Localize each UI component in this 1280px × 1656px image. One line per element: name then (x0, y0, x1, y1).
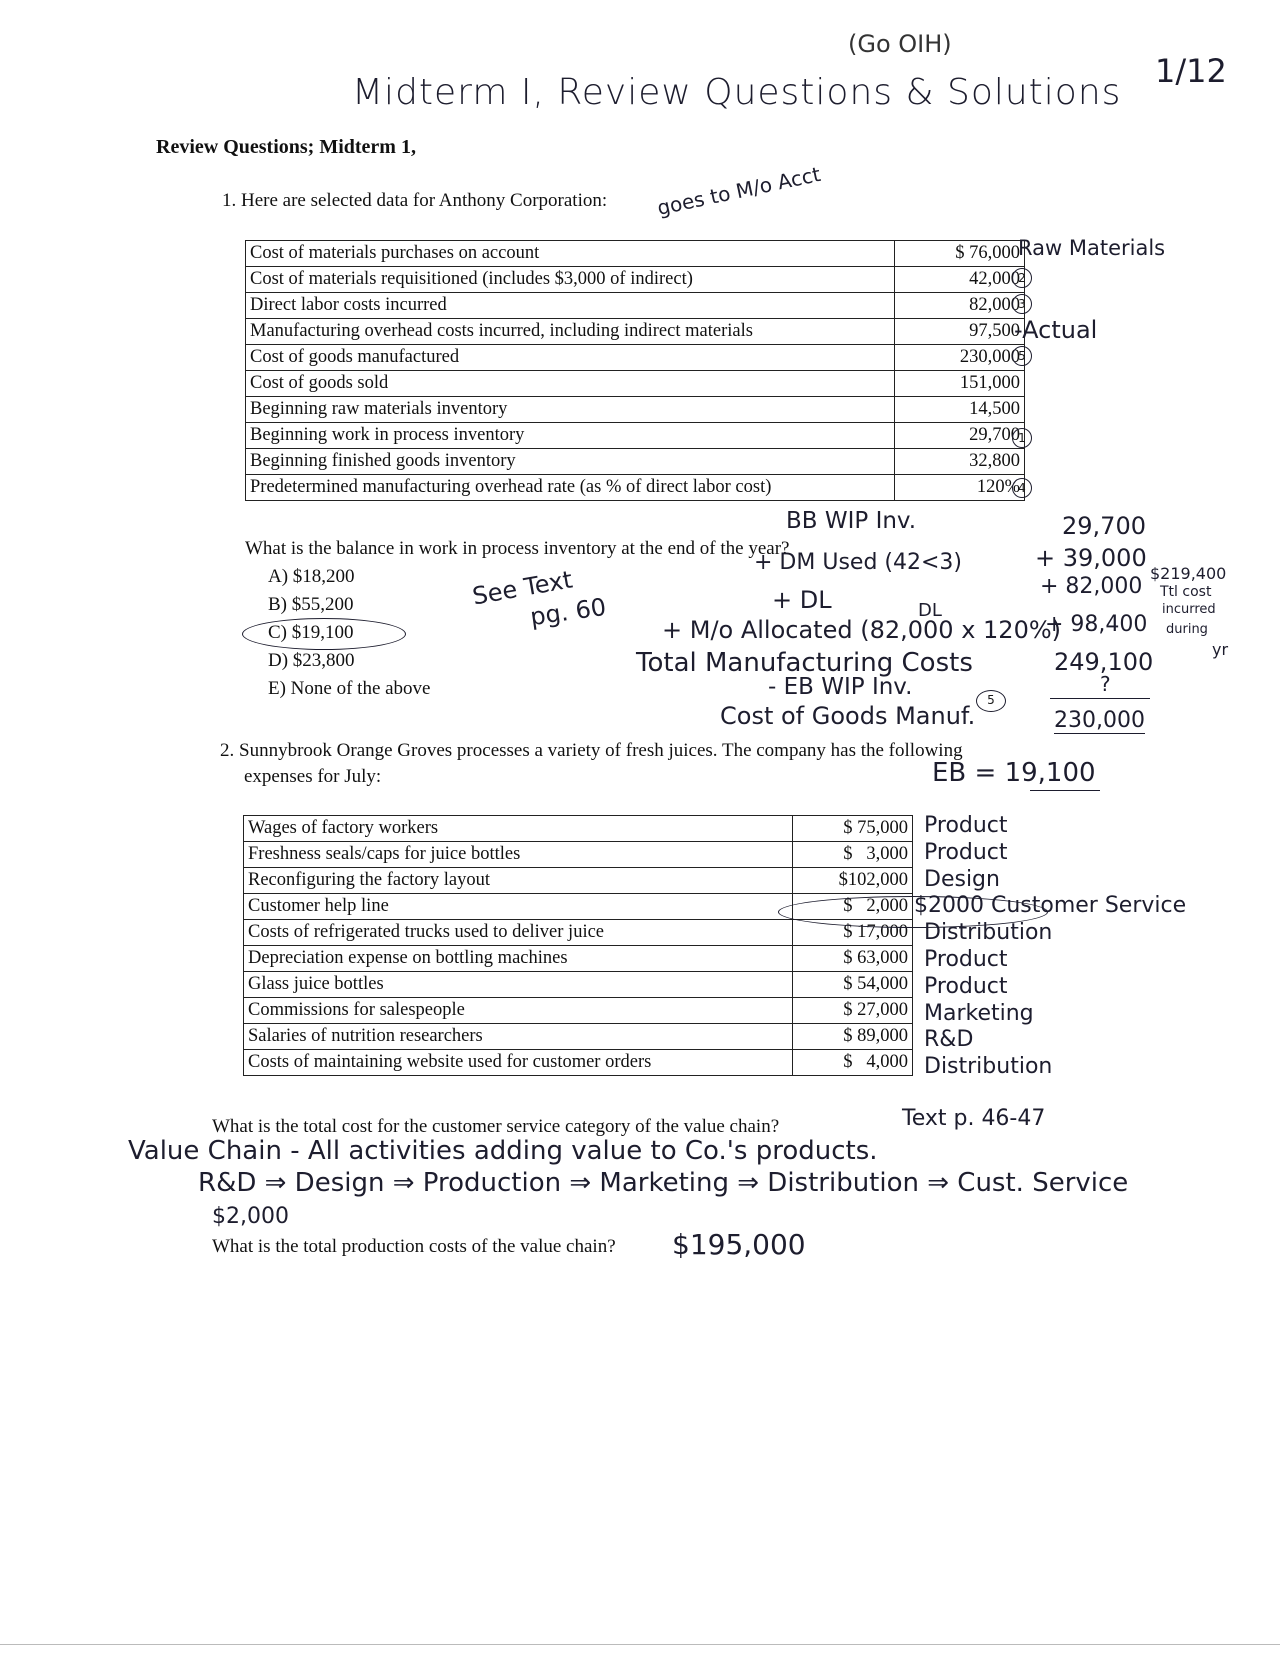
q2-row (244, 998, 913, 1024)
q2-table (243, 815, 913, 1076)
q1-row-label: Direct labor costs incurred (246, 293, 895, 319)
q1-note-above: goes to M/o Acct (655, 161, 823, 220)
q1-note-actual: -Actual (1014, 316, 1098, 344)
q1-choice-d: D) $23,800 (268, 650, 355, 671)
q2-row-label: Commissions for salespeople (244, 998, 793, 1024)
q2-row-note: Design (924, 866, 1000, 892)
subtitle: Review Questions; Midterm 1, (156, 136, 416, 158)
circle-num-5: 5 (1012, 346, 1032, 366)
q2-question-a: What is the total cost for the customer service category of the value chain? (212, 1116, 780, 1137)
q1-row-label: Predetermined manufacturing overhead rate (as % of direct labor cost) (246, 475, 895, 501)
q2-prompt-2: expenses for July: (244, 766, 382, 787)
circle-num-3: 3 (1012, 294, 1032, 314)
q2-row-amount: $ 4,000 (793, 1050, 913, 1076)
q1-row (246, 449, 1025, 475)
q2-row-note: Distribution (924, 1054, 1053, 1080)
work-dm-val: + 39,000 (1035, 544, 1147, 572)
q1-circle-5b (976, 690, 1006, 712)
q1-row-amount: $ 76,000 (895, 241, 1025, 267)
q1-circle-5 (1012, 346, 1032, 366)
value-chain-seq: R&D ⇒ Design ⇒ Production ⇒ Marketing ⇒ Distribution ⇒ Cust. Service (198, 1168, 1129, 1198)
q2-row-label: Depreciation expense on bottling machines (244, 946, 793, 972)
q1-row-label: Cost of materials purchases on account (246, 241, 895, 267)
q2-row-label: Salaries of nutrition researchers (244, 1024, 793, 1050)
q1-row (246, 371, 1025, 397)
q2-row (244, 920, 913, 946)
q1-choice-a: A) $18,200 (268, 566, 355, 587)
q1-ref-note-2: pg. 60 (528, 592, 608, 632)
q1-row-label: Cost of goods sold (246, 371, 895, 397)
q2-row-note: Product (924, 839, 1008, 865)
q2-row (244, 816, 913, 842)
q2-row-amount: $ 54,000 (793, 972, 913, 998)
q2-row-amount: $ 2,000 (793, 894, 913, 920)
q1-circle-3 (1012, 294, 1032, 314)
q1-circle-2 (1012, 268, 1032, 288)
q1-answer-circle (242, 618, 406, 650)
q2-row-amount: $ 89,000 (793, 1024, 913, 1050)
q2-row-amount: $ 3,000 (793, 842, 913, 868)
q2-prompt-1: 2. Sunnybrook Orange Groves processes a variety of fresh juices. The company has the following (220, 740, 963, 761)
work-line (1050, 698, 1150, 699)
q1-table (245, 240, 1025, 501)
circle-num-5b: 5 (976, 690, 1006, 712)
work-eb-label: - EB WIP Inv. (768, 674, 913, 700)
scan-line (0, 1644, 1280, 1645)
q2-ref: Text p. 46-47 (902, 1106, 1046, 1131)
q2-row-label: Glass juice bottles (244, 972, 793, 998)
work-side-note-4: yr (1212, 640, 1229, 659)
answer-b: $195,000 (672, 1228, 806, 1261)
top-note: (Go OIH) (848, 30, 952, 58)
q1-choice-b: B) $55,200 (268, 594, 354, 615)
q1-circle-1 (1012, 428, 1032, 448)
page-number: 1/12 (1155, 52, 1227, 90)
q1-row-amount: 82,000 (895, 293, 1025, 319)
q1-circle-4 (1012, 478, 1032, 498)
q1-row (246, 241, 1025, 267)
q2-row-note: $2000 Customer Service (914, 893, 1187, 919)
circle-num-4: 4 (1012, 478, 1032, 498)
work-side-note-3: during (1166, 622, 1208, 637)
work-mo-label: + M/o Allocated (82,000 x 120%) (662, 616, 1061, 644)
q1-row-label: Beginning raw materials inventory (246, 397, 895, 423)
work-cogm-val: 230,000 (1054, 708, 1145, 733)
q2-row (244, 842, 913, 868)
q1-row-label: Cost of materials requisitioned (includes $3,000 of indirect) (246, 267, 895, 293)
q2-question-b: What is the total production costs of the value chain? (212, 1236, 616, 1257)
work-dl-small: DL (918, 600, 942, 621)
q2-customer-circle (778, 896, 1048, 928)
q1-ref-note-1: See Text (470, 565, 575, 611)
q2-row-amount: $ 17,000 (793, 920, 913, 946)
work-bb-label: BB WIP Inv. (786, 508, 917, 534)
q2-row-label: Costs of refrigerated trucks used to deliver juice (244, 920, 793, 946)
work-side-total: $219,400 (1150, 564, 1227, 583)
q2-row (244, 868, 913, 894)
circle-num-2: 2 (1012, 268, 1032, 288)
q2-row-note: R&D (924, 1027, 974, 1053)
q1-row-label: Manufacturing overhead costs incurred, including indirect materials (246, 319, 895, 345)
q1-row-amount: 14,500 (895, 397, 1025, 423)
q1-row (246, 475, 1025, 501)
work-dl-val: + 82,000 (1040, 574, 1143, 599)
q2-row (244, 972, 913, 998)
q2-row (244, 946, 913, 972)
work-bb-val: 29,700 (1062, 512, 1146, 540)
q1-row-amount: 151,000 (895, 371, 1025, 397)
circle-num-1: 1 (1012, 428, 1032, 448)
q1-row-amount: 32,800 (895, 449, 1025, 475)
answer-a: $2,000 (212, 1204, 289, 1229)
work-dm-label: + DM Used (42<3) (754, 550, 962, 575)
q2-row-label: Costs of maintaining website used for customer orders (244, 1050, 793, 1076)
q2-row-label: Reconfiguring the factory layout (244, 868, 793, 894)
q1-question: What is the balance in work in process inventory at the end of the year? (245, 538, 790, 559)
q2-row (244, 1050, 913, 1076)
q2-row-amount: $ 75,000 (793, 816, 913, 842)
q1-choice-e: E) None of the above (268, 678, 431, 699)
q1-choice-c: C) $19,100 (268, 622, 354, 643)
q1-row (246, 397, 1025, 423)
q1-row-amount: 42,000 (895, 267, 1025, 293)
work-side-note-2: incurred (1162, 602, 1216, 617)
work-tmc-label: Total Manufacturing Costs (636, 648, 973, 678)
work-mo-val: + 98,400 (1045, 612, 1148, 637)
work-side-note-1: Ttl cost (1160, 584, 1212, 600)
q1-row-amount: 230,000 (895, 345, 1025, 371)
q2-row-amount: $ 63,000 (793, 946, 913, 972)
q1-row (246, 345, 1025, 371)
value-chain-def: Value Chain - All activities adding value to Co.'s products. (128, 1136, 878, 1166)
q1-row (246, 423, 1025, 449)
q2-row-note: Distribution (924, 920, 1053, 946)
work-eb-q: ? (1100, 672, 1111, 696)
work-eb-underline (1030, 790, 1100, 791)
q2-row-label: Freshness seals/caps for juice bottles (244, 842, 793, 868)
work-tmc-val: 249,100 (1054, 648, 1154, 676)
work-cogm-label: Cost of Goods Manuf. (720, 702, 976, 730)
q2-row-note: Product (924, 947, 1008, 972)
q1-row-label: Cost of goods manufactured (246, 345, 895, 371)
q2-row-label: Wages of factory workers (244, 816, 793, 842)
q2-row-label: Customer help line (244, 894, 793, 920)
q1-row-label: Beginning work in process inventory (246, 423, 895, 449)
q2-row-amount: $102,000 (793, 868, 913, 894)
page-title: Midterm I, Review Questions & Solutions (352, 72, 1122, 113)
work-eb-result: EB = 19,100 (932, 758, 1096, 788)
q1-row-amount: 29,700 (895, 423, 1025, 449)
q2-row-note: Marketing (924, 1000, 1034, 1026)
q2-row-amount: $ 27,000 (793, 998, 913, 1024)
q2-row-note: Product (924, 813, 1008, 838)
q2-row-note: Product (924, 973, 1008, 999)
q1-row (246, 319, 1025, 345)
q1-row (246, 267, 1025, 293)
q1-row-amount: 97,500 (895, 319, 1025, 345)
q1-row (246, 293, 1025, 319)
q1-note-raw-materials: Raw Materials (1018, 236, 1166, 260)
q1-prompt: 1. Here are selected data for Anthony Corporation: (222, 190, 608, 211)
q1-row-label: Beginning finished goods inventory (246, 449, 895, 475)
work-dl-label: + DL (772, 586, 832, 614)
q2-row (244, 1024, 913, 1050)
q1-row-amount: 120% (895, 475, 1025, 501)
